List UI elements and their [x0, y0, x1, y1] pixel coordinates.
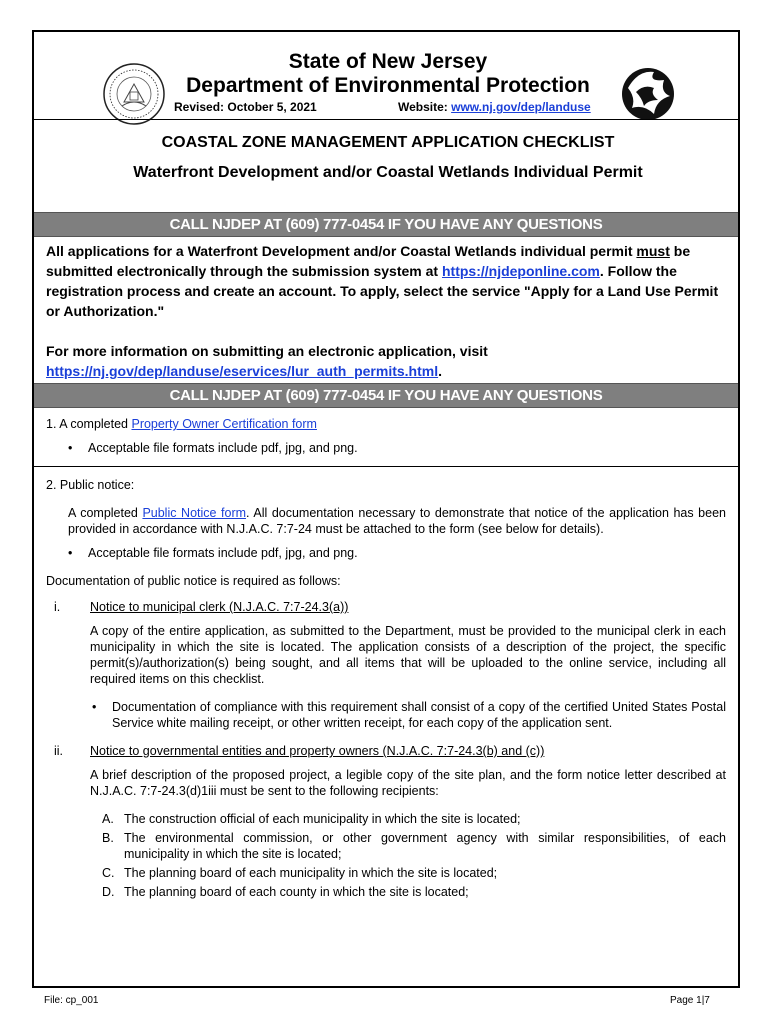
notice-i-bullet: • Documentation of compliance with this requirement shall consist of a copy of the certified United States Postal Service white mailing receipt, or other written receipt, for each copy of the application sent.	[46, 699, 726, 731]
recipient-letter: D.	[102, 885, 115, 899]
header-divider	[34, 119, 738, 120]
checklist-item-2	[46, 477, 726, 561]
intro-period: .	[438, 363, 442, 379]
recipient-item	[46, 811, 726, 827]
recipient-letter: C.	[102, 866, 115, 880]
intro-paragraph-2	[46, 341, 726, 381]
page-title-line2: Department of Environmental Protection	[186, 74, 590, 97]
recipient-text: The planning board of each county in which the site is located;	[124, 885, 469, 899]
recipient-letter: B.	[102, 831, 114, 845]
item1-text: 1. A completed	[46, 417, 132, 431]
recipient-item	[46, 865, 726, 881]
roman-numeral-i: i.	[54, 600, 61, 614]
item1-bullet: • Acceptable file formats include pdf, jpg, and png.	[46, 440, 726, 456]
notice-i-heading: Notice to municipal clerk (N.J.A.C. 7:7-24.3(a))	[90, 600, 349, 614]
revised-date: Revised: October 5, 2021	[174, 100, 317, 114]
document-header	[34, 32, 738, 212]
intro-more-info: For more information on submitting an electronic application, visit	[46, 343, 488, 359]
item2-title: 2. Public notice:	[46, 478, 135, 492]
notice-ii-body: A brief description of the proposed project, a legible copy of the site plan, and the form notice letter described at N.J.A.C. 7:7-24.3(d)1iii must be sent to the following recipients:	[90, 768, 726, 798]
item-divider	[34, 466, 738, 467]
website-line	[398, 100, 591, 114]
website-label: Website:	[398, 100, 452, 114]
intro-must: must	[636, 243, 670, 259]
eservices-link[interactable]: https://nj.gov/dep/landuse/eservices/lur_auth_permits.html	[46, 363, 439, 379]
item2-text-a: A completed	[68, 506, 143, 520]
checklist-items	[34, 408, 738, 900]
notice-municipal-clerk	[46, 599, 726, 687]
checklist-item-1	[46, 416, 726, 456]
item2-bullet: • Acceptable file formats include pdf, jpg, and png.	[46, 545, 726, 561]
recipient-list	[46, 811, 726, 900]
call-banner: CALL NJDEP AT (609) 777-0454 IF YOU HAVE ANY QUESTIONS	[34, 212, 738, 237]
footer-file-id: File: cp_001	[44, 995, 99, 1006]
recipient-text: The environmental commission, or other government agency with similar responsibilities, of each municipality in which the site is located;	[124, 831, 726, 861]
item2-body	[68, 505, 726, 537]
recipient-text: The planning board of each municipality in which the site is located;	[124, 866, 498, 880]
njdeponline-link[interactable]: https://njdeponline.com	[441, 263, 600, 279]
intro-text-c: . Follow the registration process and create an account. To apply, select the service "Apply for a Land Use Permit or Authorization."	[46, 263, 719, 319]
roman-numeral-ii: ii.	[54, 744, 64, 758]
property-owner-certification-link[interactable]: Property Owner Certification form	[131, 417, 317, 431]
document-frame	[32, 30, 740, 988]
website-link[interactable]: www.nj.gov/dep/landuse	[451, 100, 591, 114]
dep-logo-icon	[614, 60, 682, 128]
intro-section	[34, 237, 738, 381]
recipient-text: The construction official of each municipality in which the site is located;	[124, 812, 521, 826]
checklist-title: COASTAL ZONE MANAGEMENT APPLICATION CHECKLIST	[161, 134, 615, 151]
documentation-intro: Documentation of public notice is required as follows:	[46, 574, 341, 588]
intro-text-a: All applications for a Waterfront Development and/or Coastal Wetlands individual permit	[46, 243, 637, 259]
intro-text-b: be submitted electronically through the submission system at	[46, 243, 691, 279]
checklist-subtitle: Waterfront Development and/or Coastal Wetlands Individual Permit	[133, 164, 643, 181]
recipient-item	[46, 830, 726, 862]
notice-i-body: A copy of the entire application, as submitted to the Department, must be provided to the municipal clerk in each municipality in which the site is located. The application consists of a description of the project, the specific permit(s)/authorization(s) being sought, and all items that will be uploaded to the online service, including all required items on this checklist.	[90, 624, 726, 686]
public-notice-form-link[interactable]: Public Notice form	[142, 506, 247, 520]
item2-text-b: . All documentation necessary to demonstrate that notice of the application has been provided in accordance with N.J.A.C. 7:7-24 must be attached to the form (see below for details).	[68, 506, 726, 536]
recipient-item	[46, 884, 726, 900]
recipient-letter: A.	[102, 812, 114, 826]
intro-paragraph-1	[46, 241, 726, 321]
page-title-line1: State of New Jersey	[288, 50, 488, 73]
footer-page-number: Page 1|7	[670, 995, 710, 1006]
notice-ii-heading: Notice to governmental entities and property owners (N.J.A.C. 7:7-24.3(b) and (c))	[90, 744, 545, 758]
notice-governmental-entities	[46, 743, 726, 799]
call-banner-2: CALL NJDEP AT (609) 777-0454 IF YOU HAVE ANY QUESTIONS	[34, 383, 738, 408]
